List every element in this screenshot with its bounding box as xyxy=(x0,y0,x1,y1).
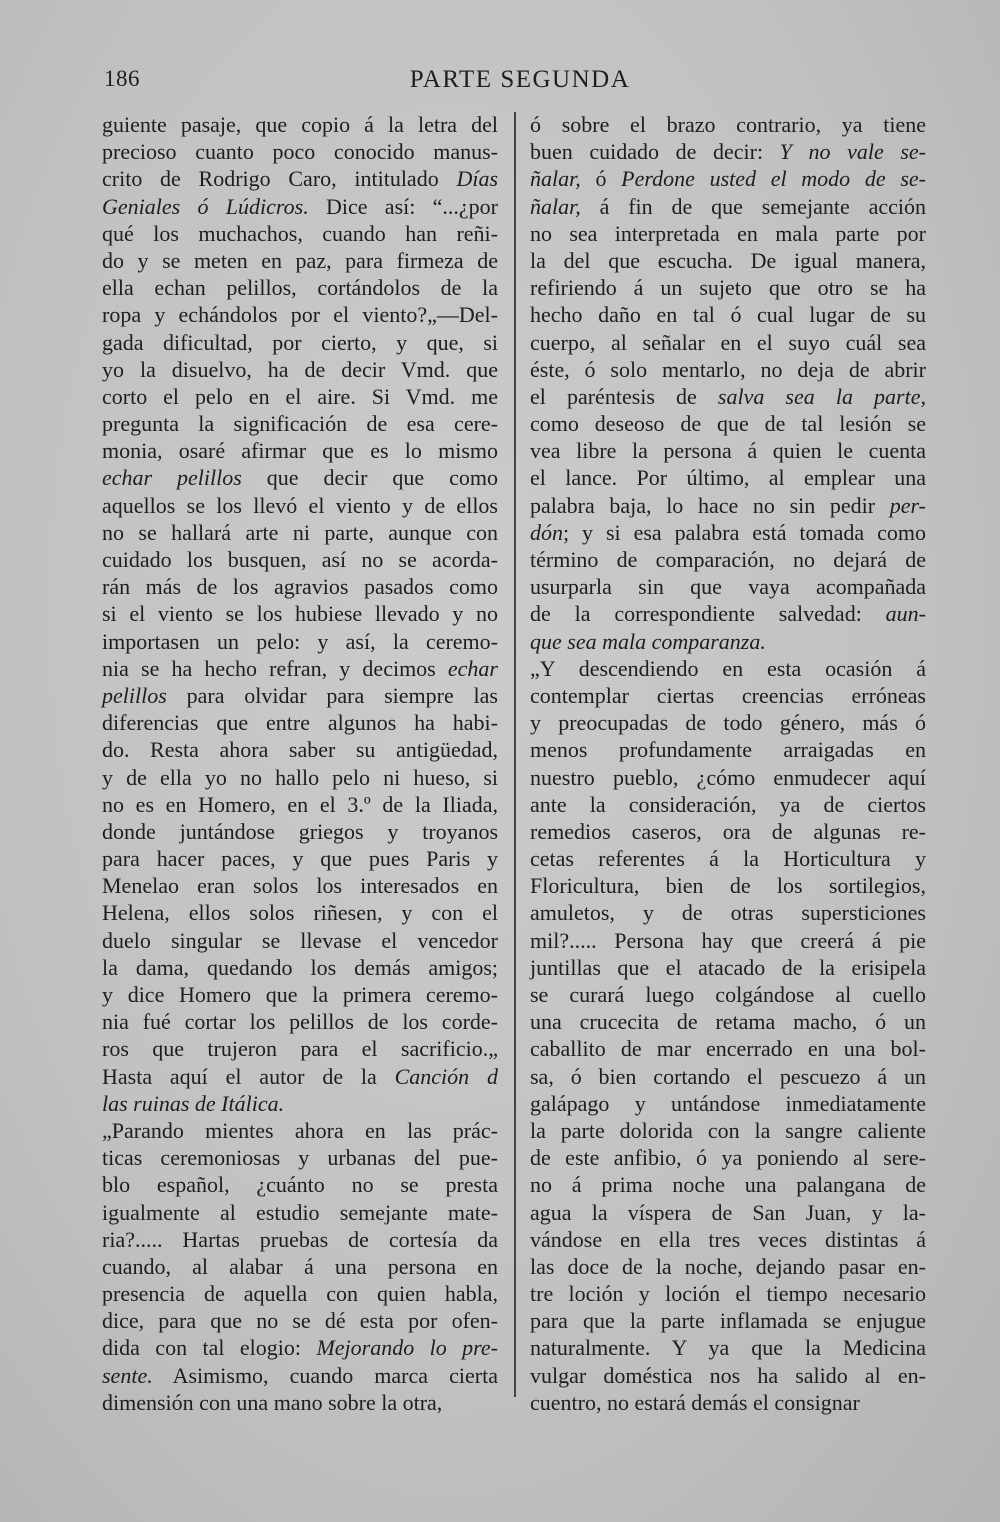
text-line xyxy=(530,600,926,627)
text-line xyxy=(102,1389,498,1416)
text-run: el paréntesis de xyxy=(530,383,718,409)
text-run: éste, ó solo mentarlo, no deja de abrir xyxy=(530,356,926,382)
text-line xyxy=(530,682,926,709)
page-number: 186 xyxy=(104,66,140,91)
text-run: vándose en ella tres veces distintas á xyxy=(530,1226,926,1252)
text-run: guiente pasaje, que copio á la letra del xyxy=(102,112,498,137)
italic-text: ñalar, xyxy=(530,166,581,192)
text-run: blo español, ¿cuánto no se presta xyxy=(102,1172,498,1198)
text-line xyxy=(102,628,498,655)
text-line xyxy=(530,899,926,926)
text-line xyxy=(102,682,498,709)
text-line xyxy=(530,1199,926,1226)
text-line xyxy=(530,1063,926,1090)
text-run: pregunta la significación de esa cere- xyxy=(102,411,498,437)
text-line xyxy=(102,655,498,682)
text-line xyxy=(102,1144,498,1171)
text-run: „Parando mientes ahora en las prác- xyxy=(102,1117,498,1143)
text-run: igualmente al estudio semejante mate- xyxy=(102,1199,498,1225)
text-run: buen cuidado de decir: xyxy=(530,139,780,165)
text-run: la del que escucha. De igual manera, xyxy=(530,247,926,273)
text-line xyxy=(102,165,498,192)
text-run: palabra baja, lo hace no sin pedir xyxy=(530,492,890,518)
text-run: do. Resta ahora saber su antigüedad, xyxy=(102,737,498,763)
text-run: rán más de los agravios pasados como xyxy=(102,574,498,600)
text-line xyxy=(530,165,926,192)
text-line xyxy=(102,138,498,165)
text-line xyxy=(102,193,498,220)
italic-text: sente. xyxy=(102,1362,153,1388)
text-run: la parte dolorida con la sangre caliente xyxy=(530,1117,926,1143)
text-run: agua la víspera de San Juan, y la- xyxy=(530,1199,926,1225)
text-line xyxy=(102,1253,498,1280)
text-run: término de comparación, no dejará de xyxy=(530,547,926,572)
text-line xyxy=(102,1008,498,1035)
text-run: no á prima noche una palangana de xyxy=(530,1172,926,1198)
text-line xyxy=(530,1280,926,1307)
text-line xyxy=(530,1090,926,1117)
column-rule xyxy=(514,112,516,1397)
text-line xyxy=(530,1226,926,1253)
text-line xyxy=(102,764,498,791)
text-line xyxy=(530,1253,926,1280)
italic-text: aun- xyxy=(885,601,926,627)
text-line xyxy=(102,1226,498,1253)
text-run: galápago y untándose inmediatamente xyxy=(530,1090,926,1116)
text-run: de la correspondiente salvedad: xyxy=(530,601,886,627)
text-run: hecho daño en tal ó cual lugar de su xyxy=(530,302,926,328)
text-line xyxy=(102,899,498,926)
text-run: vulgar doméstica nos ha salido al en- xyxy=(530,1362,926,1388)
text-line xyxy=(102,1035,498,1062)
italic-text: que sea mala comparanza. xyxy=(530,628,766,654)
italic-text: las ruinas de Itálica. xyxy=(102,1090,285,1116)
text-line xyxy=(530,927,926,954)
text-run: dida con tal elogio: xyxy=(102,1335,317,1361)
text-line xyxy=(102,1199,498,1226)
text-line xyxy=(102,329,498,356)
italic-text: pelillos xyxy=(102,682,167,708)
text-line xyxy=(530,573,926,600)
text-run: ropa y echándolos por el viento?„—Del- xyxy=(102,302,498,328)
text-line xyxy=(530,791,926,818)
text-line xyxy=(530,138,926,165)
text-line xyxy=(530,655,926,682)
italic-text: echar xyxy=(447,655,498,681)
text-line xyxy=(102,818,498,845)
italic-text: per- xyxy=(889,492,926,518)
text-run: ó xyxy=(580,166,622,192)
text-line xyxy=(102,1307,498,1334)
text-run: cetas referentes á la Horticultura y xyxy=(530,846,926,872)
page-header xyxy=(104,66,936,102)
text-line xyxy=(102,1063,498,1090)
text-line xyxy=(530,329,926,356)
text-line xyxy=(102,383,498,410)
text-run: cuando, al alabar á una persona en xyxy=(102,1253,498,1279)
text-run: una crucecita de retama macho, ó un xyxy=(530,1009,926,1035)
text-run: contemplar ciertas creencias erróneas xyxy=(530,682,926,708)
text-run: como deseoso de que de tal lesión se xyxy=(530,411,926,437)
text-run: Hasta aquí el autor de la xyxy=(102,1063,395,1089)
text-run: do y se meten en paz, para firmeza de xyxy=(102,247,498,273)
text-run: dimensión con una mano sobre la otra, xyxy=(102,1389,443,1415)
text-run: si el viento se los hubiese llevado y no xyxy=(102,601,498,627)
text-line xyxy=(102,573,498,600)
text-run: Helena, ellos solos riñesen, y con el xyxy=(102,900,498,926)
text-line xyxy=(102,1171,498,1198)
text-line xyxy=(530,410,926,437)
text-run: mil?..... Persona hay que creerá á pie xyxy=(530,927,926,953)
text-run: para hacer paces, y que pues Paris y xyxy=(102,846,498,872)
text-line xyxy=(102,111,498,138)
text-line xyxy=(102,437,498,464)
text-line xyxy=(102,301,498,328)
text-run: se curará luego colgándose al cuello xyxy=(530,982,926,1007)
text-line xyxy=(102,791,498,818)
text-run: nia fué cortar los pelillos de los corde- xyxy=(102,1009,498,1035)
text-run: menos profundamente arraigadas en xyxy=(530,737,926,763)
text-line xyxy=(102,709,498,736)
text-run: yo la disuelvo, ha de decir Vmd. que xyxy=(102,356,498,382)
text-run: para que la parte inflamada se enjugue xyxy=(530,1308,926,1334)
text-line xyxy=(530,954,926,981)
text-line xyxy=(102,1280,498,1307)
italic-text: echar pelillos xyxy=(102,465,242,491)
text-run: refiriendo á un sujeto que otro se ha xyxy=(530,275,926,301)
text-run: cuidado los busquen, así no se acorda- xyxy=(102,547,498,572)
text-run: y de ella yo no hallo pelo ni hueso, si xyxy=(102,764,498,790)
text-run: Floricultura, bien de los sortilegios, xyxy=(530,873,926,899)
text-run: el lance. Por último, al emplear una xyxy=(530,465,926,491)
text-line xyxy=(102,954,498,981)
text-run: ; y si esa palabra está tomada como xyxy=(563,519,926,545)
text-line xyxy=(530,628,926,655)
text-line xyxy=(530,437,926,464)
text-line xyxy=(530,1035,926,1062)
text-line xyxy=(102,736,498,763)
text-run: importasen un pelo: y así, la ceremo- xyxy=(102,628,498,654)
text-line xyxy=(530,872,926,899)
text-run: monia, osaré afirmar que es lo mismo xyxy=(102,438,498,464)
italic-text: Geniales ó Lúdicros. xyxy=(102,193,309,219)
text-line xyxy=(530,356,926,383)
text-line xyxy=(102,464,498,491)
text-line xyxy=(102,519,498,546)
text-line xyxy=(530,274,926,301)
text-line xyxy=(102,1362,498,1389)
text-line xyxy=(530,1144,926,1171)
text-run: caballito de mar encerrado en una bol- xyxy=(530,1036,926,1062)
text-run: crito de Rodrigo Caro, intitulado xyxy=(102,166,457,192)
text-run: naturalmente. Y ya que la Medicina xyxy=(530,1335,926,1361)
italic-text: Perdone usted el modo de se- xyxy=(621,166,926,192)
text-line xyxy=(530,220,926,247)
text-line xyxy=(530,818,926,845)
text-run: la dama, quedando los demás amigos; xyxy=(102,954,498,980)
text-run: no sea interpretada en mala parte por xyxy=(530,220,926,246)
text-line xyxy=(530,1117,926,1144)
text-line xyxy=(530,1171,926,1198)
text-line xyxy=(530,546,926,573)
text-line xyxy=(102,845,498,872)
italic-text: Y no vale se- xyxy=(779,139,926,165)
text-line xyxy=(102,410,498,437)
text-line xyxy=(102,981,498,1008)
text-line xyxy=(530,111,926,138)
text-line xyxy=(530,845,926,872)
text-line xyxy=(102,247,498,274)
italic-text: ñalar, xyxy=(530,193,581,219)
text-run: vea libre la persona á quien le cuenta xyxy=(530,438,926,464)
text-run: ria?..... Hartas pruebas de cortesía da xyxy=(102,1226,498,1252)
text-run: las doce de la noche, dejando pasar en- xyxy=(530,1253,926,1279)
italic-text: Mejorando lo pre- xyxy=(316,1335,498,1361)
text-line xyxy=(530,247,926,274)
text-run: y preocupadas de todo género, más ó xyxy=(530,710,926,736)
text-run: para olvidar para siempre las xyxy=(166,682,498,708)
text-line xyxy=(530,464,926,491)
text-line xyxy=(530,519,926,546)
text-line xyxy=(530,1008,926,1035)
text-run: cuentro, no estará demás el consignar xyxy=(530,1389,860,1415)
text-line xyxy=(530,301,926,328)
text-line xyxy=(530,764,926,791)
text-run: precioso cuanto poco conocido manus- xyxy=(102,139,498,165)
text-line xyxy=(530,1334,926,1361)
text-line xyxy=(102,492,498,519)
italic-text: dón xyxy=(530,519,563,545)
text-run: ticas ceremoniosas y urbanas del pue- xyxy=(102,1145,498,1171)
text-run: Asimismo, cuando marca cierta xyxy=(152,1362,498,1388)
text-run: usurparla sin que vaya acompañada xyxy=(530,574,926,600)
text-run: nia se ha hecho refran, y decimos xyxy=(102,655,448,681)
text-run: donde juntándose griegos y troyanos xyxy=(102,818,498,844)
text-line xyxy=(102,546,498,573)
text-run: no se hallará arte ni parte, aunque con xyxy=(102,519,498,545)
text-line xyxy=(102,356,498,383)
text-run: presencia de aquella con quien habla, xyxy=(102,1281,498,1307)
text-run: de este anfibio, ó ya poniendo al sere- xyxy=(530,1145,926,1171)
text-run: cuerpo, al señalar en el suyo cuál sea xyxy=(530,329,926,355)
text-line xyxy=(102,600,498,627)
italic-text: Canción d xyxy=(394,1063,498,1089)
italic-text: Días xyxy=(456,166,498,192)
text-run: á fin de que semejante acción xyxy=(580,193,926,219)
text-run: qué los muchachos, cuando han reñi- xyxy=(102,220,498,246)
text-run: y dice Homero que la primera ceremo- xyxy=(102,982,498,1007)
text-line xyxy=(102,274,498,301)
text-run: corto el pelo en el aire. Si Vmd. me xyxy=(102,383,498,409)
text-line xyxy=(530,383,926,410)
text-run: no es en Homero, en el 3.º de la Iliada, xyxy=(102,791,498,817)
text-run: diferencias que entre algunos ha habi- xyxy=(102,710,498,736)
text-line xyxy=(530,492,926,519)
text-run: ros que trujeron para el sacrificio.„ xyxy=(102,1036,498,1062)
text-run: ante la consideración, ya de ciertos xyxy=(530,791,926,817)
text-line xyxy=(530,1362,926,1389)
text-line xyxy=(102,1117,498,1144)
running-head: PARTE SEGUNDA xyxy=(409,66,631,93)
text-line xyxy=(530,1389,926,1416)
text-run: dice, para que no se dé esta por ofen- xyxy=(102,1308,498,1334)
text-line xyxy=(102,872,498,899)
text-line xyxy=(530,193,926,220)
text-run: remedios caseros, ora de algunas re- xyxy=(530,818,926,844)
text-run: Dice así: “...¿por xyxy=(308,193,499,219)
text-run: duelo singular se llevase el vencedor xyxy=(102,927,498,953)
text-run: nuestro pueblo, ¿cómo enmudecer aquí xyxy=(530,764,926,790)
text-line xyxy=(530,1307,926,1334)
text-run: juntillas que el atacado de la erisipela xyxy=(530,954,926,980)
text-run: que decir que como xyxy=(241,465,499,491)
italic-text: salva sea la parte, xyxy=(717,383,926,409)
text-line xyxy=(102,1090,498,1117)
text-line xyxy=(102,927,498,954)
left-column xyxy=(102,111,498,1416)
text-line xyxy=(102,1334,498,1361)
text-run: ella echan pelillos, cortándolos de la xyxy=(102,275,498,301)
right-column xyxy=(530,111,926,1416)
text-run: amuletos, y de otras supersticiones xyxy=(530,900,926,926)
text-line xyxy=(530,709,926,736)
text-run: sa, ó bien cortando el pescuezo á un xyxy=(530,1063,926,1089)
text-run: „Y descendiendo en esta ocasión á xyxy=(530,655,926,681)
text-run: Menelao eran solos los interesados en xyxy=(102,873,498,899)
text-run: ó sobre el brazo contrario, ya tiene xyxy=(530,112,926,137)
text-line xyxy=(530,736,926,763)
text-line xyxy=(530,981,926,1008)
text-run: gada dificultad, por cierto, y que, si xyxy=(102,329,498,355)
text-line xyxy=(102,220,498,247)
text-run: aquellos se los llevó el viento y de ellos xyxy=(102,492,498,518)
text-run: tre loción y loción el tiempo necesario xyxy=(530,1281,926,1307)
